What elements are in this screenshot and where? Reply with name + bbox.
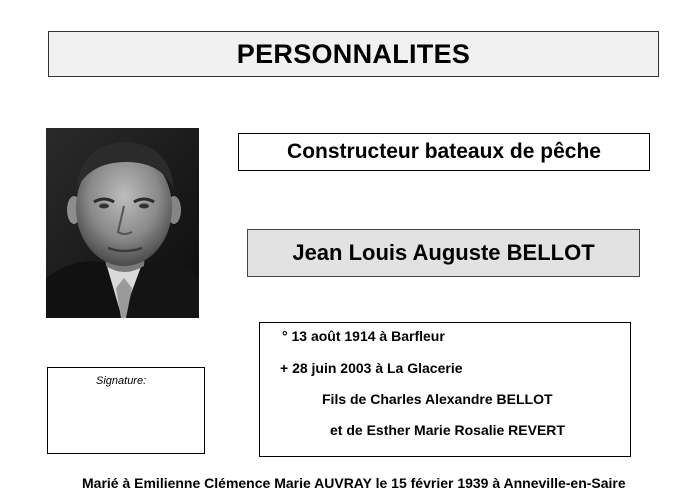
name-box — [247, 229, 640, 277]
birth-info: ° 13 août 1914 à Barfleur — [282, 328, 445, 344]
portrait-photo-icon — [46, 128, 199, 318]
portrait-photo — [46, 128, 199, 318]
profession-box — [238, 133, 650, 171]
details-box — [259, 322, 631, 457]
marriage-info: Marié à Emilienne Clémence Marie AUVRAY le 15 février 1939 à Anneville-en-Saire — [82, 475, 626, 491]
death-info: + 28 juin 2003 à La Glacerie — [280, 360, 463, 376]
page-title-box — [48, 31, 659, 77]
signature-label: Signature: — [96, 375, 147, 387]
father-info: Fils de Charles Alexandre BELLOT — [322, 391, 553, 407]
full-name: Jean Louis Auguste BELLOT — [292, 240, 595, 265]
signature-box — [47, 367, 205, 454]
page-title: PERSONNALITES — [236, 38, 471, 69]
mother-info: et de Esther Marie Rosalie REVERT — [330, 422, 565, 438]
profession-title: Constructeur bateaux de pêche — [287, 140, 601, 163]
